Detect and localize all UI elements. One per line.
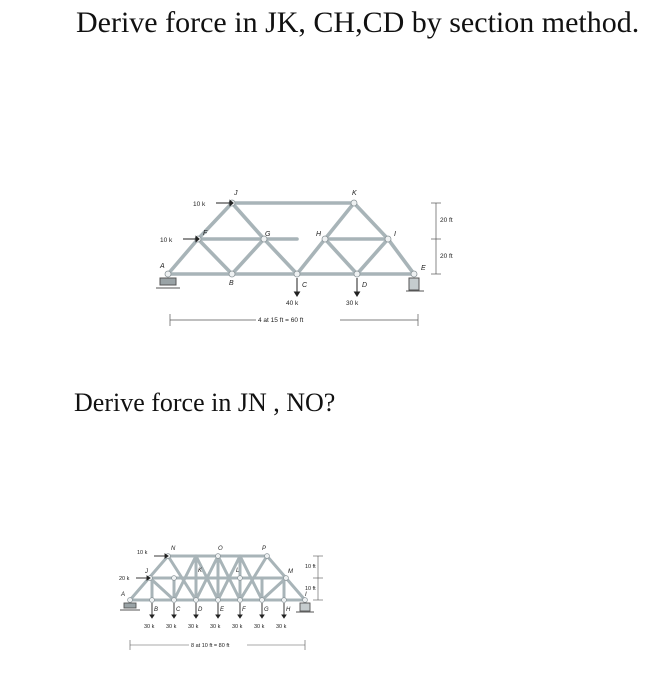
span-dimension-label: 4 at 15 ft = 60 ft — [258, 317, 304, 324]
question-1-title: Derive force in JK, CH,CD by section method. — [76, 6, 640, 39]
node-label-f: F — [203, 230, 208, 237]
span-dimension-label: 8 at 10 ft = 80 ft — [191, 643, 230, 649]
lower-height-label: 20 ft — [440, 253, 453, 260]
node-label-c: C — [176, 607, 181, 613]
node-label-h: H — [316, 231, 322, 238]
load-label-30k-h: 30 k — [276, 624, 287, 630]
node-label-j: J — [145, 569, 148, 575]
load-label-10k-j: 10 k — [193, 201, 206, 208]
node-label-c: C — [302, 282, 308, 289]
node-label-m: M — [288, 569, 293, 575]
node-label-g: G — [264, 607, 269, 613]
node-label-n: N — [171, 546, 176, 552]
node-label-a: A — [160, 263, 165, 270]
question-2-title: Derive force in JN , NO? — [74, 388, 336, 417]
load-label-40k: 40 k — [286, 300, 299, 307]
load-label-30k-b: 30 k — [144, 624, 155, 630]
node-label-k: K — [352, 190, 357, 197]
node-label-i: I — [305, 592, 307, 598]
load-label-30k-e: 30 k — [210, 624, 221, 630]
upper-height-label: 10 ft — [305, 564, 316, 570]
load-label-30k-d: 30 k — [188, 624, 199, 630]
load-label-30k-c: 30 k — [166, 624, 177, 630]
load-label-30k: 30 k — [346, 300, 359, 307]
node-label-p: P — [262, 546, 267, 552]
node-label-j: J — [234, 190, 238, 197]
node-label-a: A — [121, 592, 126, 598]
node-label-o: O — [218, 546, 223, 552]
node-label-d: D — [362, 282, 368, 289]
node-label-g: G — [265, 231, 271, 238]
node-label-d: D — [198, 607, 203, 613]
node-label-h: H — [286, 607, 291, 613]
truss-2-supports — [120, 603, 314, 612]
node-label-b: B — [229, 280, 234, 287]
upper-height-label: 20 ft — [440, 217, 453, 224]
node-label-i: I — [394, 231, 396, 238]
load-label-30k-f: 30 k — [232, 624, 243, 630]
node-label-l: L — [236, 568, 240, 574]
load-label-10k-f: 10 k — [160, 237, 173, 244]
lower-height-label: 10 ft — [305, 586, 316, 592]
node-label-e: E — [220, 607, 225, 613]
node-label-k: K — [198, 568, 203, 574]
node-label-b: B — [154, 607, 159, 613]
node-label-f: F — [242, 607, 246, 613]
truss-2-members — [130, 556, 305, 600]
load-label-20k: 20 k — [119, 576, 130, 582]
load-label-30k-g: 30 k — [254, 624, 265, 630]
load-label-10k: 10 k — [137, 550, 148, 556]
node-label-e: E — [421, 265, 426, 272]
